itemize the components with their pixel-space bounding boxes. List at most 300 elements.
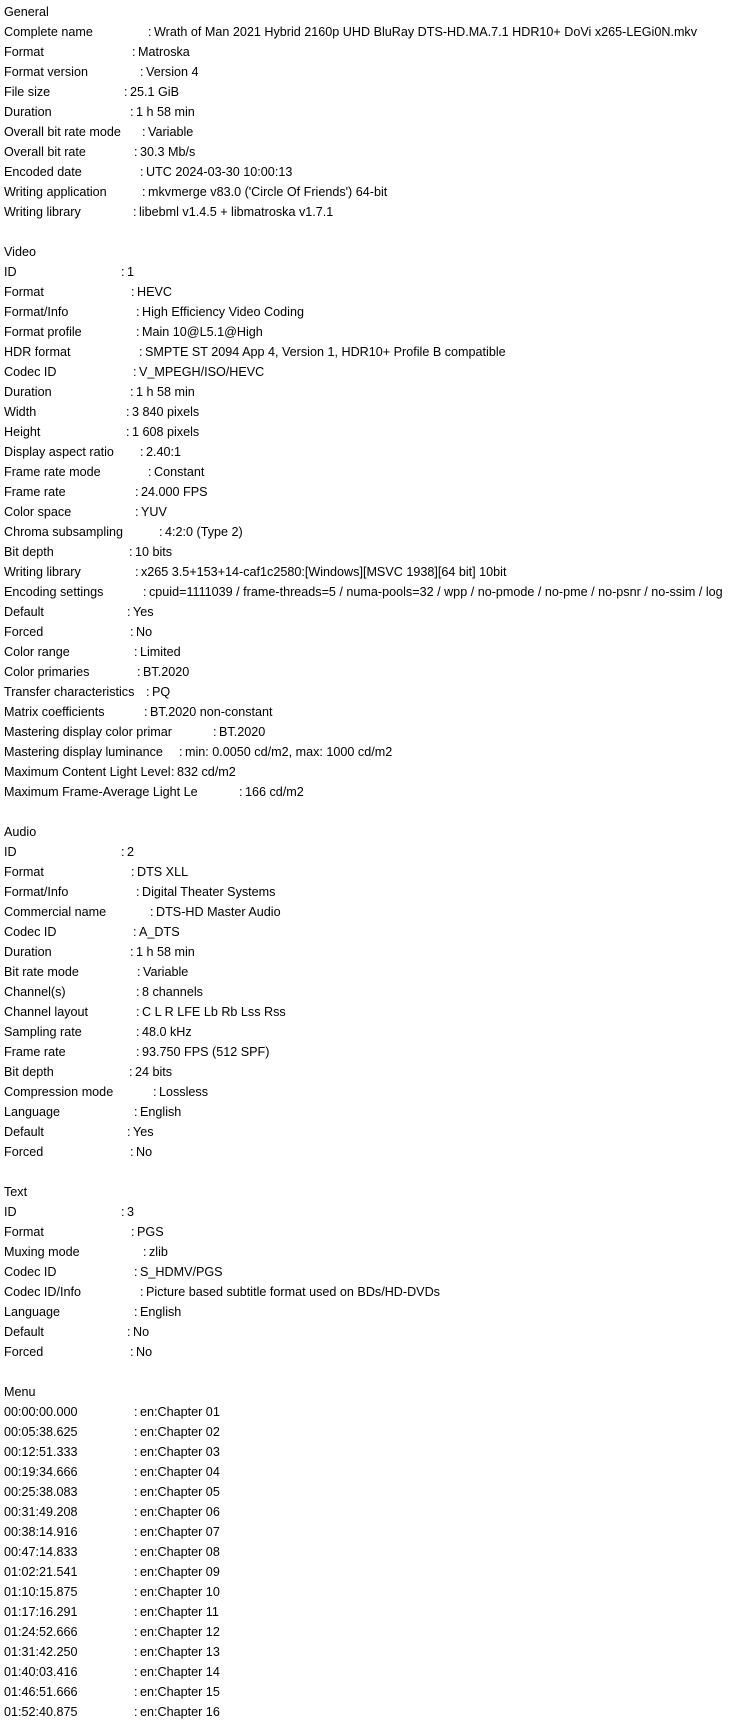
field-value: 8 channels xyxy=(142,985,203,999)
field-label: Forced xyxy=(4,625,44,639)
field-separator: : xyxy=(127,1325,131,1339)
info-row xyxy=(4,922,738,942)
info-row xyxy=(4,202,738,222)
info-row xyxy=(4,402,738,422)
field-label: 01:10:15.875 xyxy=(4,1585,78,1599)
field-separator: : xyxy=(153,1085,157,1099)
field-value: en:Chapter 02 xyxy=(140,1425,220,1439)
section-title-general: General xyxy=(4,5,49,19)
field-value: en:Chapter 14 xyxy=(140,1665,220,1679)
field-label: Overall bit rate xyxy=(4,145,86,159)
field-separator: : xyxy=(135,485,139,499)
field-value: 30.3 Mb/s xyxy=(140,145,196,159)
info-row xyxy=(4,1002,738,1022)
field-label: Maximum Frame-Average Light Le xyxy=(4,785,198,799)
field-value: Constant xyxy=(154,465,205,479)
field-separator: : xyxy=(134,1465,138,1479)
field-value: en:Chapter 07 xyxy=(140,1525,220,1539)
info-row xyxy=(4,682,738,702)
field-separator: : xyxy=(135,565,139,579)
info-row xyxy=(4,282,738,302)
field-label: Format profile xyxy=(4,325,82,339)
field-separator: : xyxy=(130,1145,134,1159)
field-label: Commercial name xyxy=(4,905,107,919)
field-label: Frame rate mode xyxy=(4,465,101,479)
info-row xyxy=(4,662,738,682)
field-value: en:Chapter 01 xyxy=(140,1405,220,1419)
field-value: PQ xyxy=(152,685,171,699)
info-row xyxy=(4,862,738,882)
field-separator: : xyxy=(126,425,130,439)
info-row xyxy=(4,842,738,862)
field-label: Frame rate xyxy=(4,485,66,499)
field-value: No xyxy=(136,1345,153,1359)
field-separator: : xyxy=(142,185,146,199)
field-separator: : xyxy=(134,1525,138,1539)
field-value: 166 cd/m2 xyxy=(245,785,304,799)
field-label: Muxing mode xyxy=(4,1245,80,1259)
info-row xyxy=(4,1102,738,1122)
field-value: YUV xyxy=(141,505,167,519)
field-separator: : xyxy=(124,85,128,99)
field-value: 3 840 pixels xyxy=(132,405,200,419)
info-row xyxy=(4,442,738,462)
info-row xyxy=(4,562,738,582)
field-value: Variable xyxy=(148,125,194,139)
info-row xyxy=(4,1062,738,1082)
info-row xyxy=(4,342,738,362)
info-row xyxy=(4,162,738,182)
field-separator: : xyxy=(140,65,144,79)
field-label: 00:12:51.333 xyxy=(4,1445,78,1459)
section-title-text: Text xyxy=(4,1185,28,1199)
field-label: 00:47:14.833 xyxy=(4,1545,78,1559)
field-label: Duration xyxy=(4,105,52,119)
info-row xyxy=(4,1302,738,1322)
field-label: Default xyxy=(4,605,44,619)
field-value: High Efficiency Video Coding xyxy=(142,305,304,319)
field-value: en:Chapter 13 xyxy=(140,1645,220,1659)
info-row xyxy=(4,322,738,342)
field-value: 93.750 FPS (512 SPF) xyxy=(142,1045,270,1059)
field-value: en:Chapter 12 xyxy=(140,1625,220,1639)
info-row xyxy=(4,362,738,382)
field-separator: : xyxy=(146,685,150,699)
field-label: Frame rate xyxy=(4,1045,66,1059)
field-value: No xyxy=(136,625,153,639)
field-separator: : xyxy=(134,1545,138,1559)
field-separator: : xyxy=(171,765,175,779)
field-value: en:Chapter 11 xyxy=(140,1605,219,1619)
field-value: English xyxy=(140,1305,182,1319)
field-value: Picture based subtitle format used on BDs/HD-DVDs xyxy=(146,1285,440,1299)
field-label: 01:17:16.291 xyxy=(4,1605,78,1619)
field-value: en:Chapter 03 xyxy=(140,1445,220,1459)
field-value: S_HDMV/PGS xyxy=(140,1265,223,1279)
field-separator: : xyxy=(132,45,136,59)
field-label: 01:31:42.250 xyxy=(4,1645,78,1659)
field-label: File size xyxy=(4,85,51,99)
info-row xyxy=(4,22,738,42)
field-value: UTC 2024-03-30 10:00:13 xyxy=(146,165,293,179)
field-value: en:Chapter 06 xyxy=(140,1505,220,1519)
field-label: Color primaries xyxy=(4,665,90,679)
info-row xyxy=(4,122,738,142)
field-value: min: 0.0050 cd/m2, max: 1000 cd/m2 xyxy=(185,745,393,759)
field-separator: : xyxy=(130,385,134,399)
field-separator: : xyxy=(133,925,137,939)
field-value: 3 xyxy=(127,1205,135,1219)
field-label: Bit depth xyxy=(4,1065,54,1079)
field-separator: : xyxy=(134,1305,138,1319)
field-separator: : xyxy=(134,1105,138,1119)
field-separator: : xyxy=(121,265,125,279)
field-value: Digital Theater Systems xyxy=(142,885,276,899)
field-separator: : xyxy=(239,785,243,799)
info-row xyxy=(4,62,738,82)
field-value: English xyxy=(140,1105,182,1119)
field-label: Height xyxy=(4,425,41,439)
field-value: en:Chapter 09 xyxy=(140,1565,220,1579)
info-row xyxy=(4,882,738,902)
info-row xyxy=(4,1462,738,1482)
info-row xyxy=(4,482,738,502)
field-value: 10 bits xyxy=(135,545,173,559)
info-row xyxy=(4,1702,738,1722)
field-label: Writing library xyxy=(4,565,81,579)
field-label: 01:24:52.666 xyxy=(4,1625,78,1639)
info-row xyxy=(4,942,738,962)
field-separator: : xyxy=(134,1425,138,1439)
field-label: Duration xyxy=(4,385,52,399)
field-label: Format/Info xyxy=(4,885,69,899)
info-row xyxy=(4,1322,738,1342)
info-row xyxy=(4,982,738,1002)
field-separator: : xyxy=(150,905,154,919)
field-value: en:Chapter 16 xyxy=(140,1705,220,1719)
field-value: SMPTE ST 2094 App 4, Version 1, HDR10+ Profile B compatible xyxy=(145,345,506,359)
info-row xyxy=(4,1502,738,1522)
field-label: 01:40:03.416 xyxy=(4,1665,78,1679)
field-separator: : xyxy=(134,1685,138,1699)
info-row xyxy=(4,1442,738,1462)
field-separator: : xyxy=(129,1065,133,1079)
info-row xyxy=(4,1342,738,1362)
info-row xyxy=(4,1522,738,1542)
field-separator: : xyxy=(131,1225,135,1239)
field-separator: : xyxy=(179,745,183,759)
field-value: en:Chapter 15 xyxy=(140,1685,220,1699)
field-separator: : xyxy=(136,1045,140,1059)
field-separator: : xyxy=(130,1345,134,1359)
info-row xyxy=(4,1642,738,1662)
field-label: Codec ID/Info xyxy=(4,1285,82,1299)
info-row xyxy=(4,902,738,922)
field-label: ID xyxy=(4,1205,17,1219)
info-row xyxy=(4,962,738,982)
field-value: 2.40:1 xyxy=(146,445,182,459)
field-value: en:Chapter 08 xyxy=(140,1545,220,1559)
field-value: libebml v1.4.5 + libmatroska v1.7.1 xyxy=(139,205,334,219)
field-label: Matrix coefficients xyxy=(4,705,105,719)
field-separator: : xyxy=(136,885,140,899)
field-label: Duration xyxy=(4,945,52,959)
field-value: DTS XLL xyxy=(137,865,189,879)
field-separator: : xyxy=(131,285,135,299)
info-row xyxy=(4,42,738,62)
field-value: Limited xyxy=(140,645,181,659)
field-label: Width xyxy=(4,405,37,419)
field-value: C L R LFE Lb Rb Lss Rss xyxy=(142,1005,286,1019)
field-label: Codec ID xyxy=(4,925,57,939)
field-label: Channel(s) xyxy=(4,985,66,999)
field-separator: : xyxy=(130,105,134,119)
section-title-menu: Menu xyxy=(4,1385,36,1399)
field-separator: : xyxy=(134,1565,138,1579)
field-label: 00:19:34.666 xyxy=(4,1465,78,1479)
field-separator: : xyxy=(133,205,137,219)
field-value: HEVC xyxy=(137,285,172,299)
field-separator: : xyxy=(129,545,133,559)
info-row xyxy=(4,1082,738,1102)
field-value: 1 h 58 min xyxy=(136,105,195,119)
info-row xyxy=(4,742,738,762)
field-label: Color range xyxy=(4,645,70,659)
field-value: 24.000 FPS xyxy=(141,485,208,499)
field-value: 1 h 58 min xyxy=(136,385,195,399)
info-row xyxy=(4,542,738,562)
field-separator: : xyxy=(134,1605,138,1619)
info-row xyxy=(4,302,738,322)
info-row xyxy=(4,1222,738,1242)
field-label: 01:02:21.541 xyxy=(4,1565,78,1579)
field-separator: : xyxy=(134,1665,138,1679)
info-row xyxy=(4,1122,738,1142)
field-value: mkvmerge v83.0 ('Circle Of Friends') 64-bit xyxy=(148,185,388,199)
field-value: zlib xyxy=(149,1245,168,1259)
field-separator: : xyxy=(134,145,138,159)
info-row xyxy=(4,142,738,162)
field-separator: : xyxy=(134,1265,138,1279)
info-row xyxy=(4,1622,738,1642)
field-value: Version 4 xyxy=(146,65,199,79)
field-label: Overall bit rate mode xyxy=(4,125,121,139)
field-label: Language xyxy=(4,1305,61,1319)
field-label: ID xyxy=(4,845,17,859)
field-label: Compression mode xyxy=(4,1085,114,1099)
field-separator: : xyxy=(127,605,131,619)
info-row xyxy=(4,1202,738,1222)
field-value: en:Chapter 04 xyxy=(140,1465,220,1479)
field-label: ID xyxy=(4,265,17,279)
field-value: x265 3.5+153+14-caf1c2580:[Windows][MSVC 1938][64 bit] 10bit xyxy=(141,565,507,579)
field-separator: : xyxy=(134,1585,138,1599)
field-value: No xyxy=(136,1145,153,1159)
field-separator: : xyxy=(136,305,140,319)
field-value: 24 bits xyxy=(135,1065,173,1079)
field-label: Forced xyxy=(4,1145,44,1159)
field-label: 01:52:40.875 xyxy=(4,1705,78,1719)
info-row xyxy=(4,582,738,602)
field-value: 832 cd/m2 xyxy=(177,765,236,779)
field-separator: : xyxy=(144,705,148,719)
field-value: 4:2:0 (Type 2) xyxy=(165,525,243,539)
field-value: BT.2020 non-constant xyxy=(150,705,273,719)
field-label: Format xyxy=(4,45,44,59)
field-label: Encoded date xyxy=(4,165,82,179)
info-row xyxy=(4,702,738,722)
field-separator: : xyxy=(140,1285,144,1299)
info-row xyxy=(4,1662,738,1682)
field-label: HDR format xyxy=(4,345,71,359)
field-separator: : xyxy=(130,625,134,639)
field-separator: : xyxy=(127,1125,131,1139)
info-row xyxy=(4,502,738,522)
info-row xyxy=(4,722,738,742)
field-value: DTS-HD Master Audio xyxy=(156,905,281,919)
field-separator: : xyxy=(134,1505,138,1519)
info-row xyxy=(4,762,738,782)
field-separator: : xyxy=(213,725,217,739)
field-label: 00:05:38.625 xyxy=(4,1425,78,1439)
field-label: Chroma subsampling xyxy=(4,525,123,539)
field-value: Main 10@L5.1@High xyxy=(142,325,263,339)
field-label: Sampling rate xyxy=(4,1025,82,1039)
field-value: A_DTS xyxy=(139,925,180,939)
info-row xyxy=(4,1042,738,1062)
field-label: Channel layout xyxy=(4,1005,89,1019)
section-title-video: Video xyxy=(4,245,36,259)
field-separator: : xyxy=(134,1645,138,1659)
field-value: 1 608 pixels xyxy=(132,425,200,439)
info-row xyxy=(4,1142,738,1162)
field-label: Writing library xyxy=(4,205,81,219)
field-label: Writing application xyxy=(4,185,107,199)
field-value: Variable xyxy=(143,965,189,979)
field-label: Format xyxy=(4,285,44,299)
field-value: 48.0 kHz xyxy=(142,1025,192,1039)
field-label: Language xyxy=(4,1105,61,1119)
field-value: Lossless xyxy=(159,1085,208,1099)
info-row xyxy=(4,182,738,202)
field-separator: : xyxy=(134,1705,138,1719)
field-value: PGS xyxy=(137,1225,164,1239)
field-value: 25.1 GiB xyxy=(130,85,180,99)
field-label: 00:38:14.916 xyxy=(4,1525,78,1539)
field-value: en:Chapter 10 xyxy=(140,1585,220,1599)
field-label: Encoding settings xyxy=(4,585,104,599)
field-value: Matroska xyxy=(138,45,190,59)
field-separator: : xyxy=(121,845,125,859)
field-separator: : xyxy=(142,125,146,139)
field-value: No xyxy=(133,1325,150,1339)
field-value: V_MPEGH/ISO/HEVC xyxy=(139,365,265,379)
info-row xyxy=(4,102,738,122)
field-value: cpuid=1111039 / frame-threads=5 / numa-pools=32 / wpp / no-pmode / no-pme / no-psnr / no-ssim / log xyxy=(149,585,723,599)
info-row xyxy=(4,1282,738,1302)
field-separator: : xyxy=(139,345,143,359)
info-row xyxy=(4,382,738,402)
field-value: 2 xyxy=(127,845,135,859)
field-value: en:Chapter 05 xyxy=(140,1485,220,1499)
field-separator: : xyxy=(134,1445,138,1459)
field-separator: : xyxy=(136,1005,140,1019)
field-value: BT.2020 xyxy=(143,665,190,679)
field-separator: : xyxy=(140,445,144,459)
field-label: 00:31:49.208 xyxy=(4,1505,78,1519)
field-label: Mastering display color primar xyxy=(4,725,172,739)
info-row xyxy=(4,262,738,282)
field-separator: : xyxy=(136,985,140,999)
field-separator: : xyxy=(140,165,144,179)
field-separator: : xyxy=(148,25,152,39)
info-row xyxy=(4,1402,738,1422)
field-value: Wrath of Man 2021 Hybrid 2160p UHD BluRay DTS-HD.MA.7.1 HDR10+ DoVi x265-LEGi0N.mkv xyxy=(154,25,698,39)
field-separator: : xyxy=(137,965,141,979)
field-separator: : xyxy=(133,365,137,379)
section-title-audio: Audio xyxy=(4,825,37,839)
field-label: Format/Info xyxy=(4,305,69,319)
field-label: Format xyxy=(4,1225,44,1239)
info-row xyxy=(4,1542,738,1562)
field-separator: : xyxy=(136,325,140,339)
field-value: 1 xyxy=(127,265,135,279)
info-row xyxy=(4,82,738,102)
field-label: Format xyxy=(4,865,44,879)
field-separator: : xyxy=(143,1245,147,1259)
field-label: Complete name xyxy=(4,25,93,39)
field-value: Yes xyxy=(133,605,154,619)
field-separator: : xyxy=(159,525,163,539)
info-row xyxy=(4,622,738,642)
field-label: 00:25:38.083 xyxy=(4,1485,78,1499)
field-label: Transfer characteristics xyxy=(4,685,135,699)
info-row xyxy=(4,422,738,442)
field-label: Format version xyxy=(4,65,88,79)
field-label: Default xyxy=(4,1325,44,1339)
field-label: Maximum Content Light Level xyxy=(4,765,171,779)
info-row xyxy=(4,1562,738,1582)
field-separator: : xyxy=(131,865,135,879)
info-row xyxy=(4,462,738,482)
field-label: Bit depth xyxy=(4,545,54,559)
field-separator: : xyxy=(126,405,130,419)
field-separator: : xyxy=(134,1625,138,1639)
field-separator: : xyxy=(130,945,134,959)
info-row xyxy=(4,1422,738,1442)
field-label: Display aspect ratio xyxy=(4,445,114,459)
info-row xyxy=(4,1242,738,1262)
field-separator: : xyxy=(134,1405,138,1419)
field-label: Mastering display luminance xyxy=(4,745,163,759)
field-label: Default xyxy=(4,1125,44,1139)
field-separator: : xyxy=(137,665,141,679)
info-row xyxy=(4,602,738,622)
field-label: Codec ID xyxy=(4,365,57,379)
info-row xyxy=(4,1682,738,1702)
field-separator: : xyxy=(121,1205,125,1219)
info-row xyxy=(4,1602,738,1622)
field-separator: : xyxy=(148,465,152,479)
field-value: 1 h 58 min xyxy=(136,945,195,959)
info-row xyxy=(4,782,738,802)
field-separator: : xyxy=(135,505,139,519)
field-label: Color space xyxy=(4,505,72,519)
field-separator: : xyxy=(134,645,138,659)
field-label: 01:46:51.666 xyxy=(4,1685,78,1699)
info-row xyxy=(4,1262,738,1282)
field-label: Forced xyxy=(4,1345,44,1359)
